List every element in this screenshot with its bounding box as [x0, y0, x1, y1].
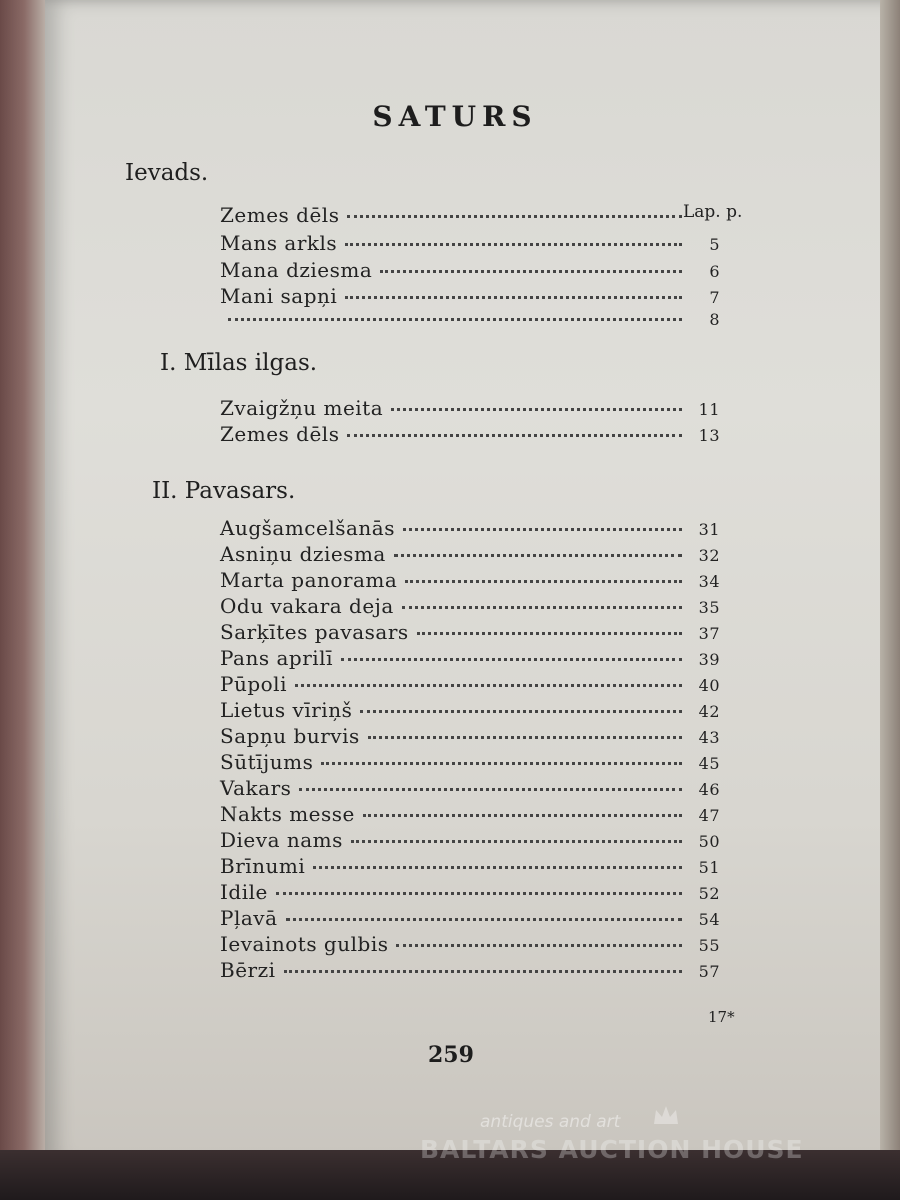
toc-entry: [220, 568, 720, 592]
toc-entry: [220, 776, 720, 800]
dot-leader: [284, 958, 682, 973]
toc-entry: [220, 672, 720, 696]
toc-entry-title: Dieva nams: [220, 828, 343, 852]
dot-leader: [402, 594, 682, 609]
toc-entry-title: Bērzi: [220, 958, 276, 982]
toc-entry: [220, 231, 720, 255]
toc-entry-page: 37: [698, 624, 720, 643]
toc-entry-page: 13: [698, 426, 720, 445]
dot-leader: [380, 258, 682, 273]
toc-entry-page: 7: [709, 288, 720, 307]
dot-leader: [368, 724, 682, 739]
toc-entry-page: 42: [698, 702, 720, 721]
toc-entry-title: Odu vakara deja: [220, 594, 394, 618]
toc-entry: [220, 422, 720, 446]
toc-entry-title: Vakars: [220, 776, 292, 800]
toc-entry: [220, 516, 720, 540]
dot-leader: [417, 620, 682, 635]
toc-entry-title: Brīnumi: [220, 854, 306, 878]
toc-entry-page: 51: [698, 858, 720, 877]
toc-entry-page: 11: [698, 400, 720, 419]
toc-entry: [220, 620, 720, 644]
toc-entry-title: Pļavā: [220, 906, 278, 930]
section-title-ievads: Ievads.: [125, 160, 209, 186]
toc-entry: [220, 698, 720, 722]
dot-leader: [347, 422, 682, 437]
watermark-tagline: antiques and art: [480, 1112, 621, 1132]
toc-entry-title: Mani sapņi: [220, 284, 338, 308]
toc-entry-title: Asniņu dziesma: [220, 542, 386, 566]
dot-leader: [228, 306, 682, 321]
toc-entry-title: Zemes dēls: [220, 422, 340, 446]
toc-entry: [220, 310, 720, 334]
toc-entry-page: 8: [709, 310, 720, 329]
toc-entry-title: Mans arkls: [220, 231, 338, 255]
toc-entry: [220, 203, 720, 227]
toc-entry-page: 45: [698, 754, 720, 773]
toc-entry-page: 43: [698, 728, 720, 747]
dot-leader: [363, 802, 682, 817]
toc-entry-title: Pūpoli: [220, 672, 287, 696]
dot-leader: [394, 542, 682, 557]
dot-leader: [276, 880, 682, 895]
toc-entry: [220, 646, 720, 670]
toc-entry-title: Nakts messe: [220, 802, 355, 826]
toc-entry-title: Mana dziesma: [220, 258, 373, 282]
toc-entry: [220, 958, 720, 982]
dot-leader: [351, 828, 682, 843]
toc-entry: [220, 802, 720, 826]
toc-entry: [220, 880, 720, 904]
dot-leader: [360, 698, 682, 713]
page-right-edge: [880, 0, 900, 1170]
toc-entry-page: 47: [698, 806, 720, 825]
page-number: 259: [428, 1042, 474, 1068]
watermark-brand: BALTARS AUCTION HOUSE: [420, 1135, 804, 1164]
toc-entry-page: 57: [698, 962, 720, 981]
toc-entry-page: 40: [698, 676, 720, 695]
dot-leader: [391, 396, 682, 411]
toc-entry: [220, 906, 720, 930]
dot-leader: [286, 906, 683, 921]
toc-entry-title: Augšamcelšanās: [220, 516, 395, 540]
dot-leader: [347, 203, 682, 218]
toc-entry-title: Zvaigžņu meita: [220, 396, 384, 420]
toc-entry: [220, 932, 720, 956]
toc-entry: [220, 284, 720, 308]
dot-leader: [396, 932, 682, 947]
dot-leader: [345, 231, 682, 246]
printer-signature-mark: 17*: [708, 1008, 735, 1026]
toc-entry-page: 5: [709, 235, 720, 254]
toc-entry-title: Sapņu burvis: [220, 724, 360, 748]
toc-entry-title: Sarķītes pavasars: [220, 620, 409, 644]
dot-leader: [403, 516, 682, 531]
toc-entry-title: Sūtījums: [220, 750, 314, 774]
dot-leader: [299, 776, 682, 791]
toc-entry: [220, 724, 720, 748]
toc-entry-page: 55: [698, 936, 720, 955]
toc-entry: [220, 828, 720, 852]
column-header-page: Lap. p.: [683, 202, 743, 222]
toc-entry-page: 50: [698, 832, 720, 851]
toc-entry-page: 6: [709, 262, 720, 281]
toc-entry: [220, 396, 720, 420]
dot-leader: [345, 284, 682, 299]
dot-leader: [405, 568, 682, 583]
toc-entry-page: 34: [698, 572, 720, 591]
toc-entry-page: 39: [698, 650, 720, 669]
toc-entry: [220, 854, 720, 878]
toc-entry-title: Marta panorama: [220, 568, 398, 592]
toc-entry: [220, 542, 720, 566]
toc-entry-title: Lietus vīriņš: [220, 698, 353, 722]
toc-entry-title: Pans aprilī: [220, 646, 333, 670]
dot-leader: [321, 750, 682, 765]
toc-entry-page: 31: [698, 520, 720, 539]
dot-leader: [313, 854, 682, 869]
toc-entry-title: Ievainots gulbis: [220, 932, 389, 956]
toc-entry-page: 52: [698, 884, 720, 903]
toc-entry: [220, 258, 720, 282]
toc-entry-page: 35: [698, 598, 720, 617]
toc-entry-title: Zemes dēls: [220, 203, 340, 227]
section-title-pavasars: II. Pavasars.: [152, 478, 296, 504]
toc-entry-title: Idile: [220, 880, 268, 904]
toc-entry-page: 32: [698, 546, 720, 565]
toc-entry: [220, 594, 720, 618]
toc-entry: [220, 750, 720, 774]
page-title: SATURS: [372, 100, 538, 133]
dot-leader: [341, 646, 682, 661]
dot-leader: [295, 672, 682, 687]
toc-entry-page: 54: [698, 910, 720, 929]
section-title-milas-ilgas: I. Mīlas ilgas.: [160, 350, 318, 376]
crown-icon: [652, 1104, 680, 1126]
toc-entry-page: 46: [698, 780, 720, 799]
